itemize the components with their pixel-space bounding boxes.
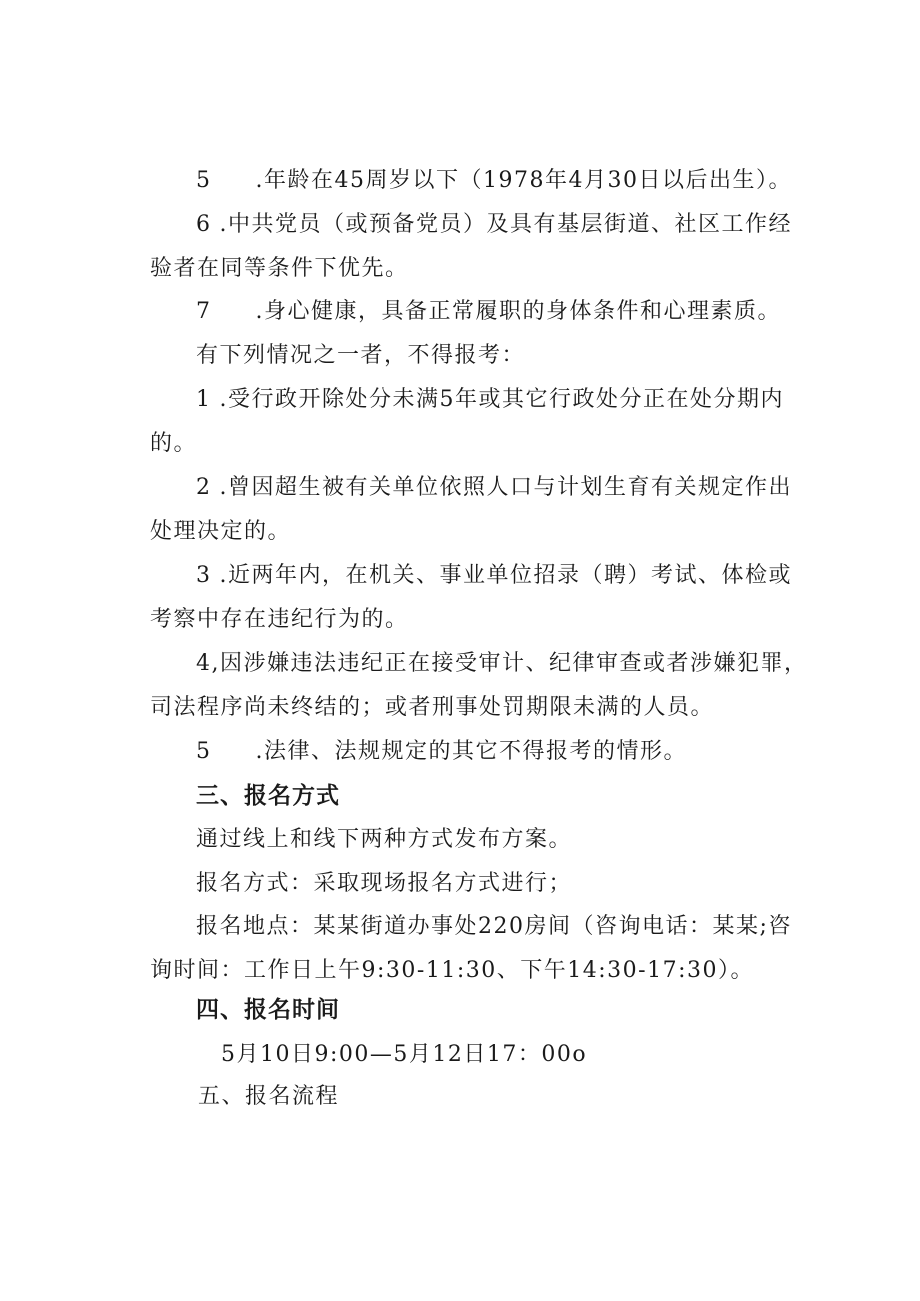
- section-heading-registration-process: 五、报名流程: [198, 1084, 340, 1109]
- item-text: 的。: [150, 431, 198, 456]
- registration-time: [221, 1040, 587, 1070]
- item-text: .曾因超生被有关单位依照人口与计划生育有关规定作出: [219, 475, 792, 500]
- requirement-party-member-cont: [150, 254, 409, 284]
- requirement-health: [196, 297, 781, 327]
- item-number: 2: [196, 475, 212, 500]
- item-number: 1: [196, 387, 212, 412]
- item-text: 通过线上和线下两种方式发布方案。: [196, 827, 573, 852]
- exclusion-4-cont: [150, 693, 714, 723]
- exclusion-4: [196, 649, 808, 679]
- item-text: 询时间：工作日上午9:30-11:30、下午14:30-17:30）。: [150, 958, 754, 983]
- item-text: 5月10日9:00—5月12日17：00o: [221, 1042, 588, 1067]
- item-text: .近两年内，在机关、事业单位招录（聘）考试、体检或: [219, 563, 792, 588]
- item-number: 5: [196, 739, 212, 764]
- item-text: .中共党员（或预备党员）及具有基层街道、社区工作经: [219, 212, 792, 237]
- item-text: 报名地点：某某街道办事处220房间（咨询电话：某某;咨: [196, 914, 792, 939]
- item-text: 司法程序尚未终结的；或者刑事处罚期限未满的人员。: [150, 695, 715, 720]
- registration-location-cont: [150, 956, 754, 986]
- item-text: 4,因涉嫌违法违纪正在接受审计、纪律审查或者涉嫌犯罪，: [196, 651, 808, 676]
- exclusion-2: [196, 473, 792, 503]
- requirement-party-member: [196, 210, 792, 240]
- registration-method: [196, 869, 572, 899]
- item-text: 验者在同等条件下优先。: [150, 256, 409, 281]
- requirement-age: [196, 166, 792, 196]
- exclusion-1: [196, 385, 784, 415]
- registration-publish: [196, 825, 572, 855]
- item-number: 5: [196, 168, 212, 193]
- item-text: 有下列情况之一者，不得报考：: [196, 343, 526, 368]
- item-number: 3: [196, 563, 212, 588]
- item-text: .受行政开除处分未满5年或其它行政处分正在处分期内: [219, 387, 784, 412]
- item-text: .法律、法规规定的其它不得报考的情形。: [255, 739, 687, 764]
- item-number: 6: [196, 212, 212, 237]
- item-text: 考察中存在违纪行为的。: [150, 607, 409, 632]
- exclusion-3: [196, 561, 792, 591]
- exclusion-5: [196, 737, 687, 767]
- registration-location: [196, 912, 792, 942]
- exclusion-intro: [196, 341, 525, 371]
- item-text: .身心健康，具备正常履职的身体条件和心理素质。: [255, 299, 781, 324]
- exclusion-3-cont: [150, 605, 409, 635]
- section-heading-registration-time: 四、报名时间: [196, 997, 340, 1023]
- item-text: 报名方式：采取现场报名方式进行；: [196, 871, 573, 896]
- section-heading-registration-method: 三、报名方式: [196, 783, 340, 809]
- item-number: 7: [196, 299, 212, 324]
- exclusion-1-cont: [150, 429, 197, 459]
- item-text: 处理决定的。: [150, 519, 292, 544]
- exclusion-2-cont: [150, 517, 291, 547]
- item-text: .年龄在45周岁以下（1978年4月30日以后出生）。: [255, 168, 792, 193]
